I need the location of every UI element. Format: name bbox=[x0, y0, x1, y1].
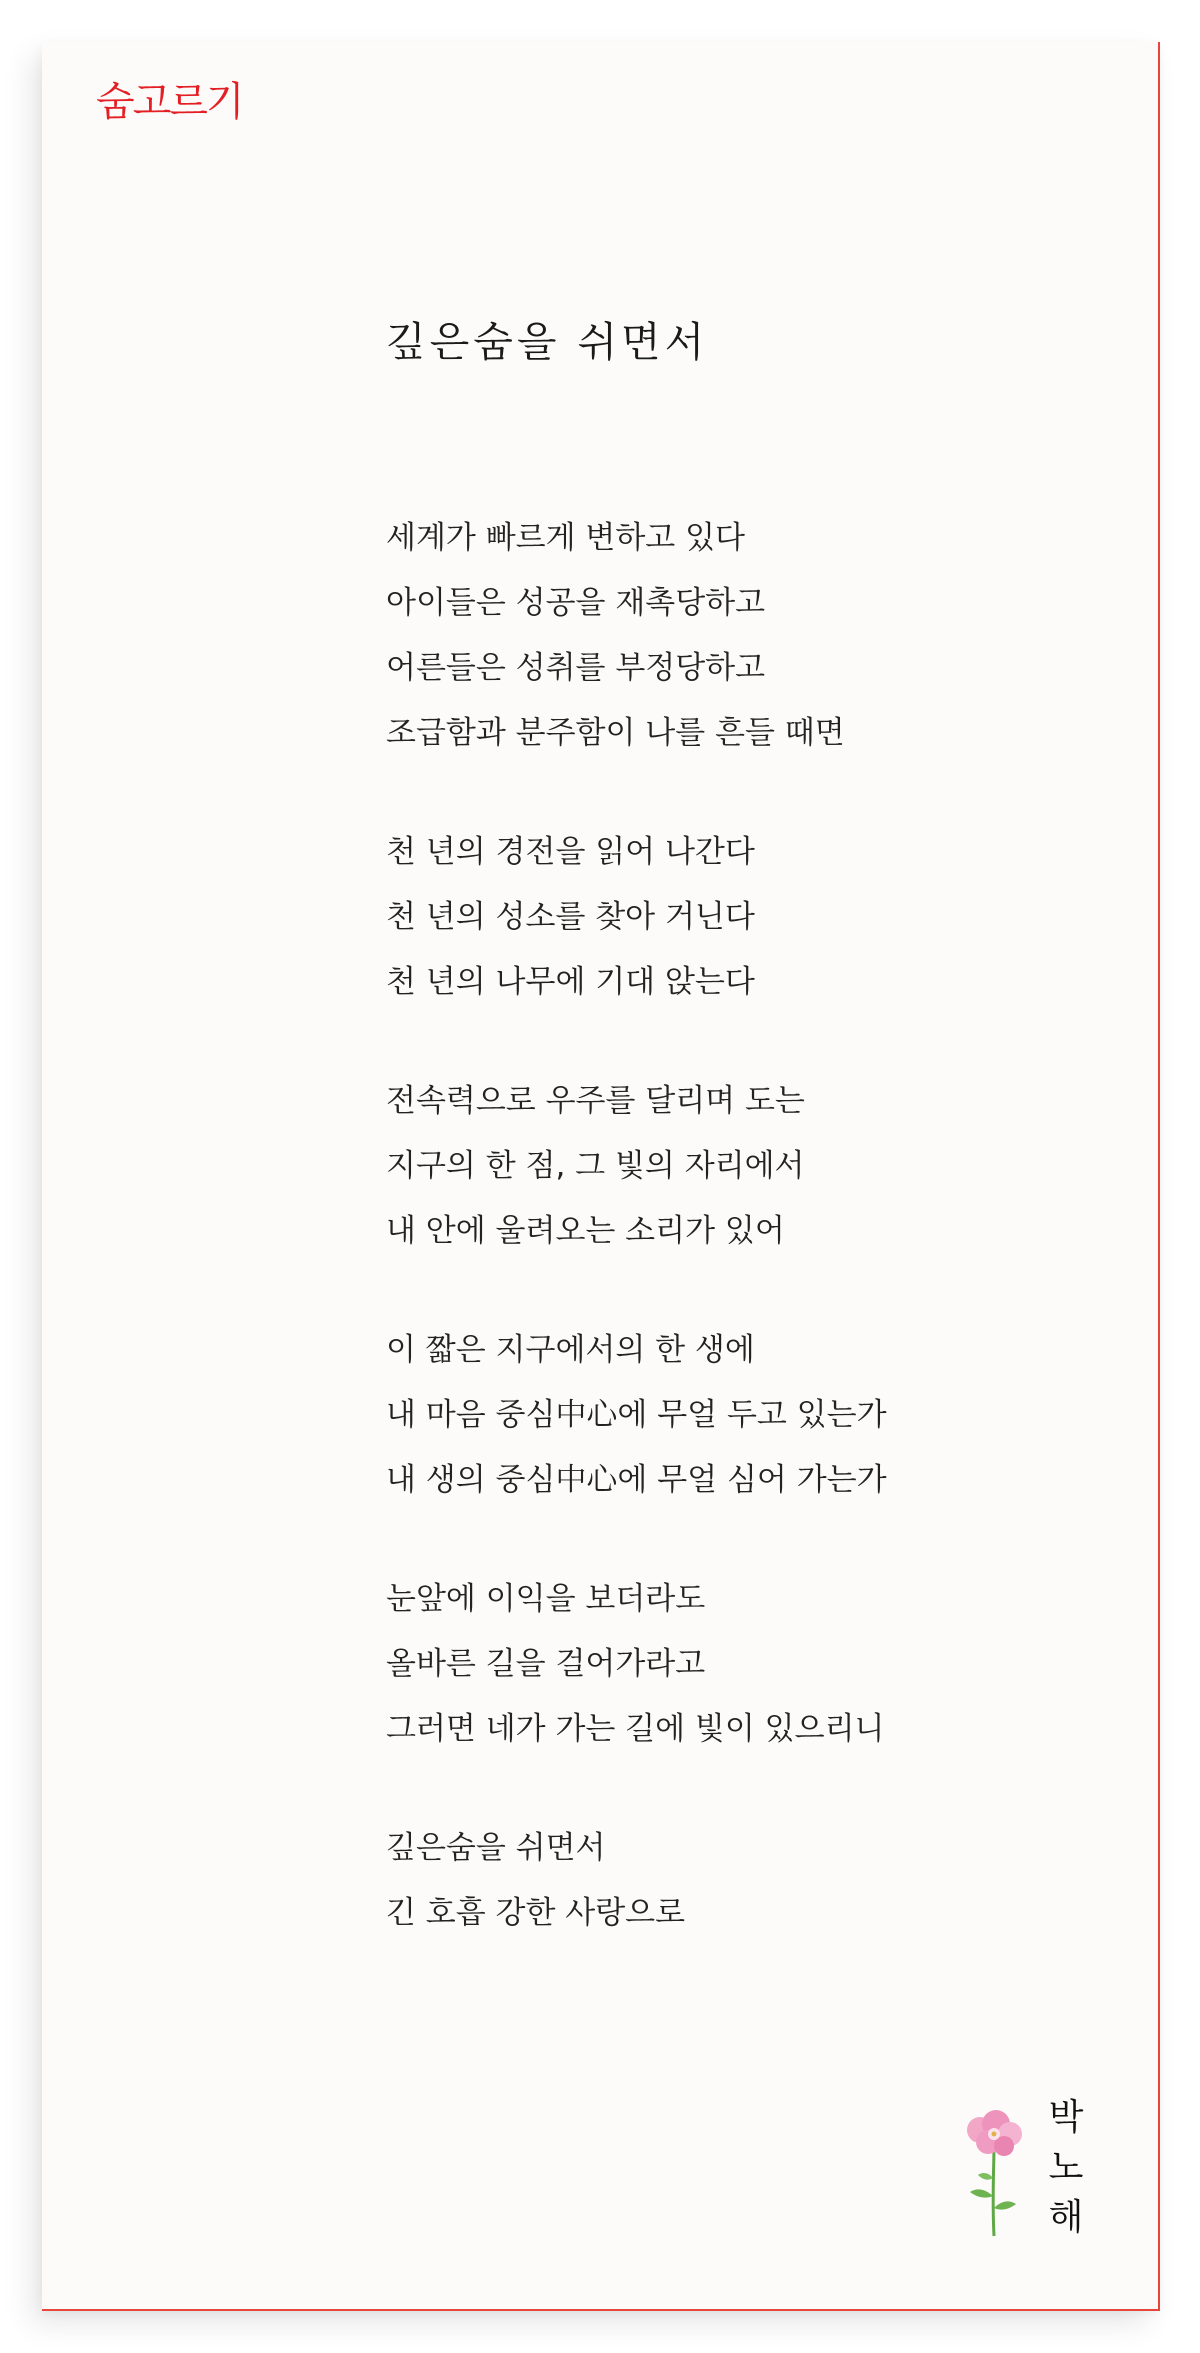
poem-line: 내 생의 중심中心에 무얼 심어 가는가 bbox=[386, 1462, 887, 1498]
poem-line: 천 년의 나무에 기대 앉는다 bbox=[386, 964, 755, 1000]
poem-line: 천 년의 성소를 찾아 거닌다 bbox=[386, 899, 755, 935]
paper-edge-right bbox=[1158, 42, 1160, 2311]
poem-line: 천 년의 경전을 읽어 나간다 bbox=[386, 834, 755, 870]
poem-line: 조급함과 분주함이 나를 흔들 때면 bbox=[386, 715, 845, 751]
poem-line: 어른들은 성취를 부정당하고 bbox=[386, 650, 766, 686]
stanza bbox=[386, 1325, 1086, 1520]
poem-line: 눈앞에 이익을 보더라도 bbox=[386, 1581, 706, 1617]
poem-line: 그러면 네가 가는 길에 빛이 있으리니 bbox=[386, 1711, 885, 1747]
poem-line: 깊은숨을 쉬면서 bbox=[386, 1830, 606, 1866]
signature-char: 박 bbox=[1048, 2097, 1084, 2138]
stanza bbox=[386, 1823, 1086, 1953]
poem-line: 내 마음 중심中心에 무얼 두고 있는가 bbox=[386, 1397, 887, 1433]
signature-char: 해 bbox=[1048, 2197, 1084, 2238]
poem-line: 전속력으로 우주를 달리며 도는 bbox=[386, 1083, 805, 1119]
poem-line: 이 짧은 지구에서의 한 생에 bbox=[386, 1332, 755, 1368]
stanza bbox=[386, 1574, 1086, 1769]
poem-title: 깊은숨을 쉬면서 bbox=[386, 318, 709, 366]
paper-edge-bottom bbox=[42, 2309, 1160, 2311]
poem-line: 긴 호흡 강한 사랑으로 bbox=[386, 1895, 686, 1931]
author-signature bbox=[1042, 2097, 1090, 2250]
stanza bbox=[386, 513, 1086, 773]
signature-char: 노 bbox=[1048, 2147, 1084, 2188]
poem-line: 세계가 빠르게 변하고 있다 bbox=[386, 520, 745, 556]
stanza bbox=[386, 827, 1086, 1022]
poem-line: 지구의 한 점, 그 빛의 자리에서 bbox=[386, 1148, 805, 1184]
poem-line: 내 안에 울려오는 소리가 있어 bbox=[386, 1213, 785, 1249]
poem-line: 올바른 길을 걸어가라고 bbox=[386, 1646, 706, 1682]
pink-flower-icon bbox=[958, 2108, 1028, 2238]
stanza bbox=[386, 1076, 1086, 1271]
poem-body bbox=[386, 513, 1086, 2007]
poem-line: 아이들은 성공을 재촉당하고 bbox=[386, 585, 766, 621]
brand-logo: 숨고르기 bbox=[96, 79, 243, 125]
